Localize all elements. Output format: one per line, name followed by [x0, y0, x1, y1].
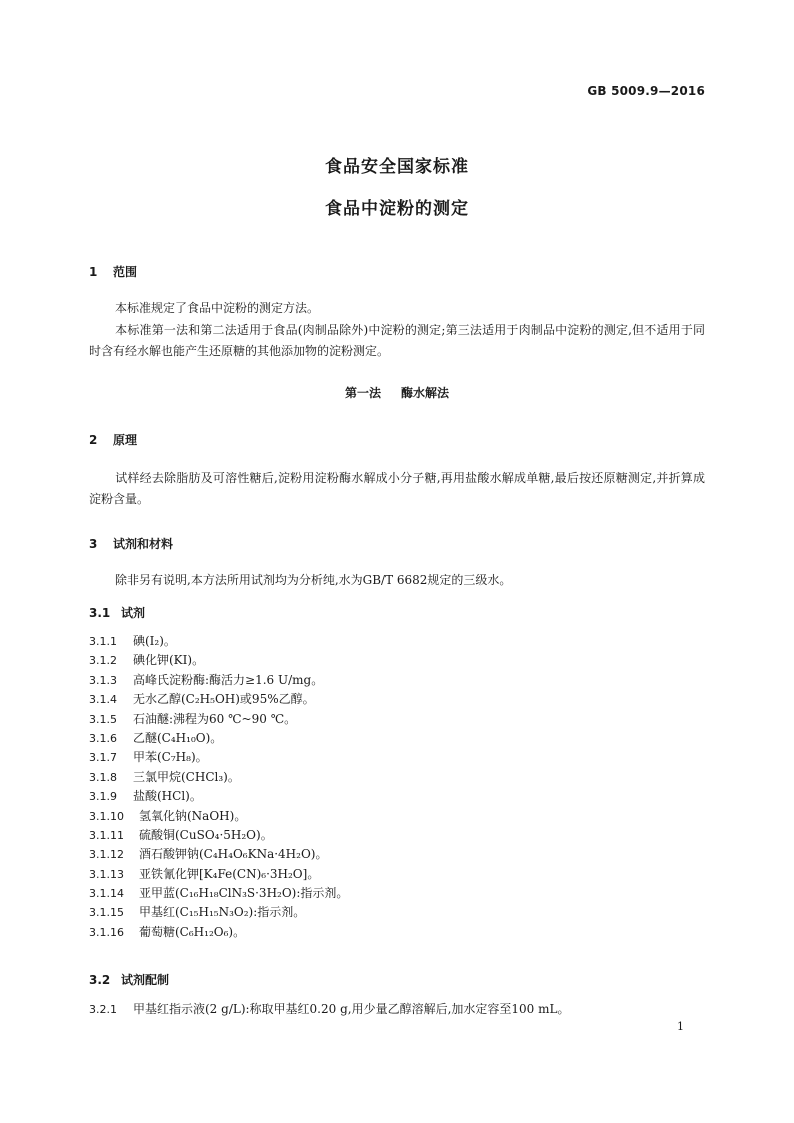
item-text: 甲基红指示液(2 g/L):称取甲基红0.20 g,用少量乙醇溶解后,加水定容至100 mL。 — [133, 1002, 570, 1016]
list-item — [89, 729, 705, 748]
list-item — [89, 826, 705, 845]
list-item — [89, 768, 705, 787]
section-1-para-1 — [89, 298, 705, 319]
list-item — [89, 690, 705, 709]
method-label: 第一法 — [344, 386, 381, 400]
prep-item — [89, 1000, 569, 1017]
section-title: 范围 — [113, 265, 138, 279]
section-3-para-1 — [89, 570, 705, 591]
item-number: 3.1.9 — [89, 790, 117, 804]
page-number: 1 — [677, 1020, 684, 1033]
item-text: 三氯甲烷(CHCl₃)。 — [133, 769, 240, 784]
item-number: 3.1.11 — [89, 828, 124, 842]
list-item — [89, 651, 705, 670]
method-1-heading — [0, 384, 794, 401]
section-number: 3 — [89, 537, 98, 551]
item-text: 石油醚:沸程为60 ℃~90 ℃。 — [133, 711, 297, 726]
item-text: 甲苯(C₇H₈)。 — [133, 750, 208, 765]
item-number: 3.1.10 — [89, 809, 124, 823]
section-title: 试剂和材料 — [113, 537, 174, 551]
list-item — [89, 748, 705, 767]
paragraph-text: 本标准规定了食品中淀粉的测定方法。 — [115, 301, 320, 315]
item-text: 硫酸铜(CuSO₄·5H₂O)。 — [139, 827, 273, 842]
main-title: 食品安全国家标准 — [325, 157, 469, 177]
section-1-para-2 — [89, 320, 705, 362]
section-3-1-heading — [89, 604, 145, 621]
list-item — [89, 903, 705, 922]
list-item — [89, 671, 705, 690]
item-number: 3.1.2 — [89, 654, 117, 668]
section-number: 1 — [89, 265, 98, 279]
list-item — [89, 787, 705, 806]
section-number: 3.1 — [89, 606, 111, 620]
item-number: 3.1.7 — [89, 751, 117, 765]
item-text: 酒石酸钾钠(C₄H₄O₆KNa·4H₂O)。 — [139, 847, 328, 862]
item-text: 高峰氏淀粉酶:酶活力≥1.6 U/mg。 — [133, 672, 324, 687]
section-2-para-1 — [89, 468, 705, 510]
item-number: 3.1.5 — [89, 712, 117, 726]
item-text: 盐酸(HCl)。 — [133, 789, 202, 804]
method-name: 酶水解法 — [401, 386, 450, 400]
section-2-heading — [89, 431, 137, 448]
item-text: 碘化钾(KI)。 — [133, 653, 205, 668]
section-title: 试剂配制 — [121, 973, 170, 987]
paragraph-text: 试样经去除脂肪及可溶性糖后,淀粉用淀粉酶水解成小分子糖,再用盐酸水解成单糖,最后按还原糖测定,并折算成淀粉含量。 — [89, 471, 705, 506]
item-number: 3.1.15 — [89, 906, 124, 920]
item-number: 3.1.6 — [89, 731, 117, 745]
sub-title: 食品中淀粉的测定 — [325, 199, 469, 219]
item-text: 亚甲蓝(C₁₆H₁₈ClN₃S·3H₂O):指示剂。 — [139, 886, 349, 901]
item-number: 3.2.1 — [89, 1003, 117, 1016]
list-item — [89, 807, 705, 826]
list-item — [89, 710, 705, 729]
item-number: 3.1.14 — [89, 887, 124, 901]
item-number: 3.1.1 — [89, 635, 117, 648]
list-item — [89, 923, 705, 942]
item-text: 氢氧化钠(NaOH)。 — [139, 808, 247, 823]
item-number: 3.1.8 — [89, 770, 117, 784]
item-text: 无水乙醇(C₂H₅OH)或95%乙醇。 — [133, 692, 315, 707]
item-text: 甲基红(C₁₅H₁₅N₃O₂):指示剂。 — [139, 905, 306, 920]
item-number: 3.1.12 — [89, 848, 124, 862]
item-number: 3.1.3 — [89, 673, 117, 687]
section-title: 原理 — [113, 433, 138, 447]
item-number: 3.1.13 — [89, 867, 124, 881]
item-text: 乙醚(C₄H₁₀O)。 — [133, 730, 223, 745]
section-number: 2 — [89, 433, 98, 447]
list-item — [89, 865, 705, 884]
paragraph-text: 本标准第一法和第二法适用于食品(肉制品除外)中淀粉的测定;第三法适用于肉制品中淀粉的测定,但不适用于同时含有经水解也能产生还原糖的其他添加物的淀粉测定。 — [89, 323, 705, 358]
list-item — [89, 884, 705, 903]
section-title: 试剂 — [121, 606, 146, 620]
standard-code: GB 5009.9—2016 — [587, 84, 705, 98]
item-number: 3.1.16 — [89, 925, 124, 939]
list-item — [89, 845, 705, 864]
item-text: 葡萄糖(C₆H₁₂O₆)。 — [139, 924, 246, 939]
section-1-heading — [89, 263, 137, 280]
item-text: 碘(I₂)。 — [133, 634, 176, 648]
list-item — [89, 632, 705, 651]
section-3-2-heading — [89, 971, 169, 988]
section-3-heading — [89, 535, 173, 552]
paragraph-text: 除非另有说明,本方法所用试剂均为分析纯,水为GB/T 6682规定的三级水。 — [115, 573, 512, 587]
section-number: 3.2 — [89, 973, 111, 987]
item-text: 亚铁氰化钾[K₄Fe(CN)₆·3H₂O]。 — [139, 866, 320, 881]
reagent-list — [89, 632, 705, 942]
item-number: 3.1.4 — [89, 693, 117, 707]
